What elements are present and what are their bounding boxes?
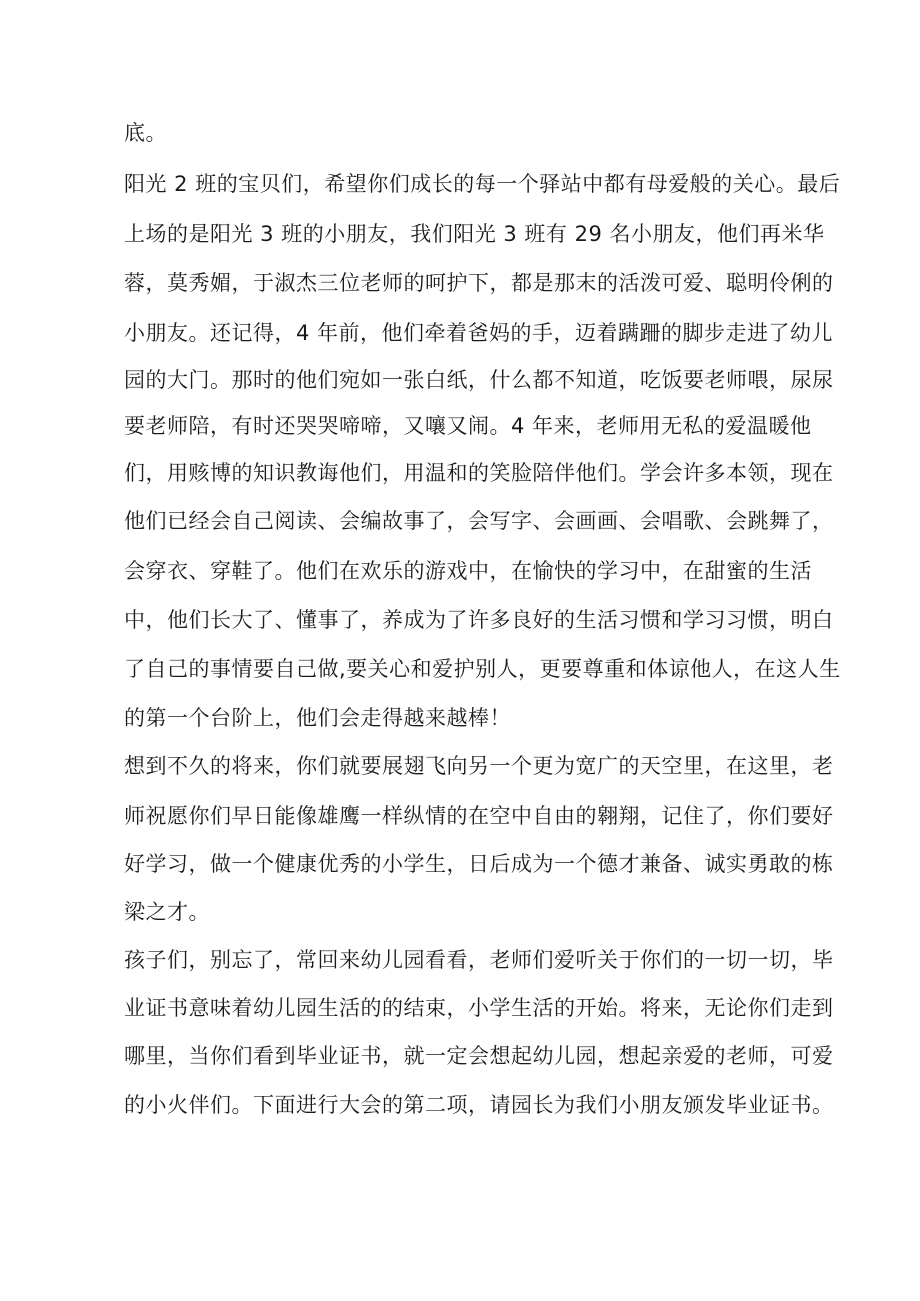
text-line: 小朋友。还记得，4 年前，他们牵着爸妈的手，迈着蹒跚的脚步走进了幼儿 (124, 321, 834, 345)
text-line: 底。 (124, 121, 167, 145)
text-line: 的第一个台阶上，他们会走得越来越棒！ (124, 706, 511, 730)
text-line: 阳光 2 班的宝贝们，希望你们成长的每一个驿站中都有母爱般的关心。最后 (124, 172, 841, 196)
text-line: 梁之才。 (124, 900, 210, 924)
text-line: 了自己的事情要自己做,要关心和爱护别人，更要尊重和体谅他人，在这人生 (124, 657, 841, 681)
text-line: 蓉，莫秀媚，于淑杰三位老师的呵护下，都是那末的活泼可爱、聪明伶俐的 (124, 271, 834, 295)
text-line: 会穿衣、穿鞋了。他们在欢乐的游戏中，在愉快的学习中，在甜蜜的生活 (124, 559, 812, 583)
text-line: 想到不久的将来，你们就要展翅飞向另一个更为宽广的天空里，在这里，老 (124, 754, 834, 778)
text-line: 他们已经会自己阅读、会编故事了，会写字、会画画、会唱歌、会跳舞了， (124, 509, 834, 533)
text-line: 哪里，当你们看到毕业证书，就一定会想起幼儿园，想起亲爱的老师，可爱 (124, 1044, 834, 1068)
text-line: 的小火伴们。下面进行大会的第二项，请园长为我们小朋友颁发毕业证书。 (124, 1093, 834, 1117)
text-line: 师祝愿你们早日能像雄鹰一样纵情的在空中自由的翱翔，记住了，你们要好 (124, 804, 834, 828)
text-line: 园的大门。那时的他们宛如一张白纸，什么都不知道，吃饭要老师喂，尿尿 (124, 368, 834, 392)
text-line: 好学习，做一个健康优秀的小学生，日后成为一个德才兼备、诚实勇敢的栋 (124, 852, 834, 876)
text-line: 中，他们长大了、懂事了，养成为了许多良好的生活习惯和学习习惯，明白 (124, 608, 834, 632)
text-line: 业证书意味着幼儿园生活的的结束，小学生活的开始。将来，无论你们走到 (124, 996, 834, 1020)
text-line: 上场的是阳光 3 班的小朋友，我们阳光 3 班有 29 名小朋友，他们再米华 (124, 222, 825, 246)
text-line: 们，用赅博的知识教诲他们，用温和的笑脸陪伴他们。学会许多本领，现在 (124, 461, 834, 485)
text-line: 要老师陪，有时还哭哭啼啼，又嚷又闹。4 年来，老师用无私的爱温暖他 (124, 414, 812, 438)
text-line: 孩子们，别忘了，常回来幼儿园看看，老师们爱听关于你们的一切一切，毕 (124, 948, 834, 972)
